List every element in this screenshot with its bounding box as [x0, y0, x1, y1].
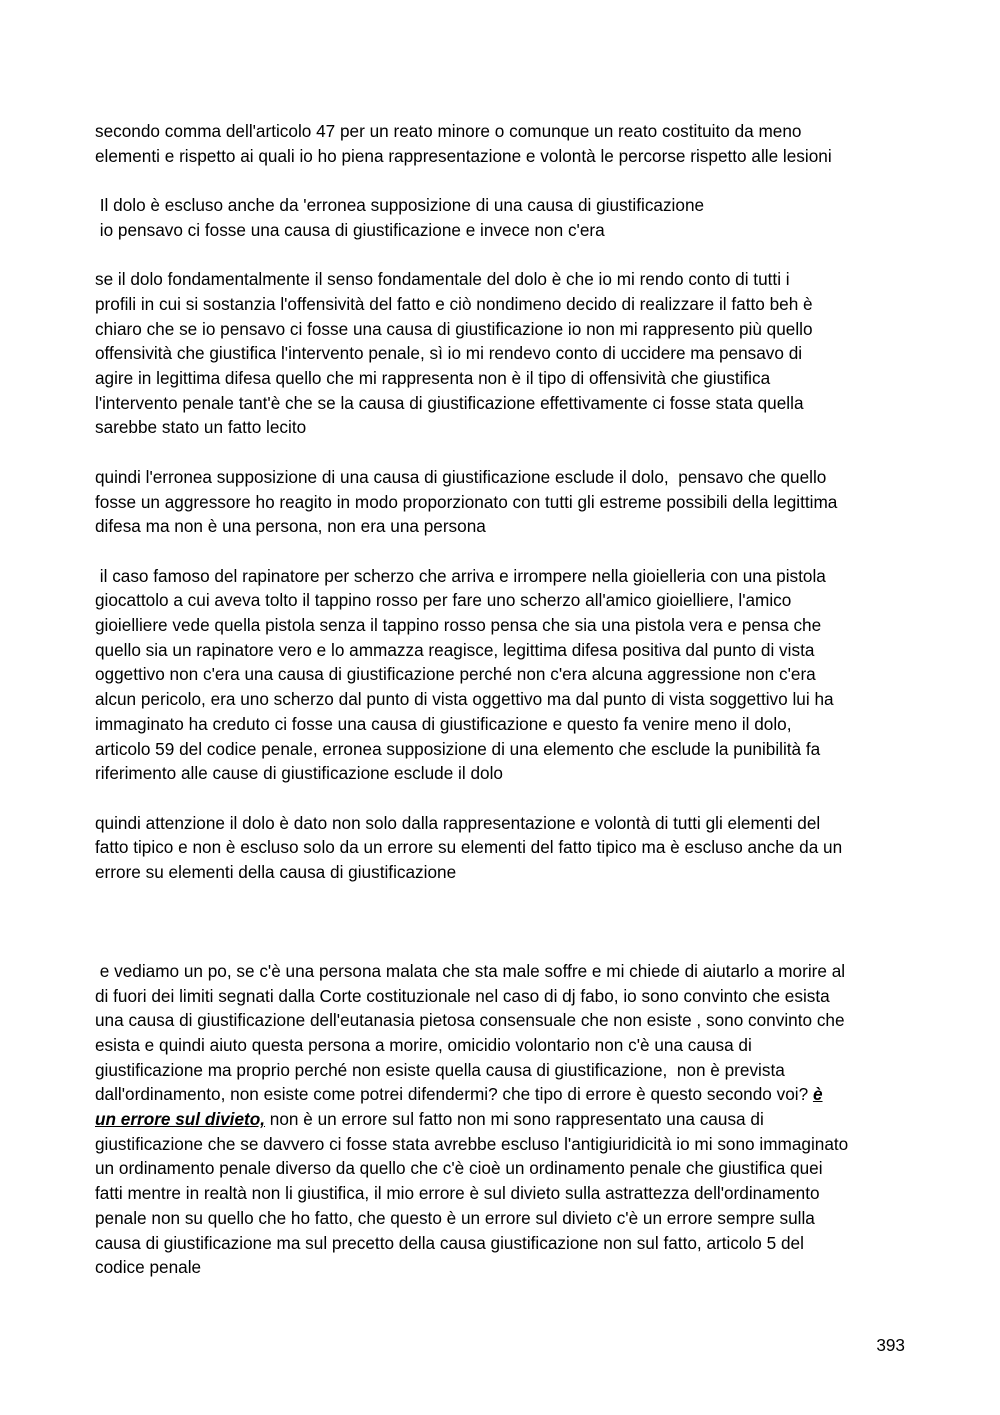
paragraph-line: penale non su quello che ho fatto, che questo è un errore sul divieto c'è un errore sempre sulla [95, 1207, 815, 1228]
paragraph [95, 119, 913, 168]
paragraph-line: agire in legittima difesa quello che mi rappresenta non è il tipo di offensività che giustifica [95, 368, 771, 388]
paragraph-lines-before [95, 959, 913, 1083]
line-text: non è un errore sul fatto non mi sono rappresentato una causa di [265, 1109, 764, 1130]
emphasized-text: un errore sul divieto, [95, 1109, 266, 1130]
paragraph-line: e vediamo un po, se c'è una persona malata che sta male soffre e mi chiede di aiutarlo a morire al [95, 960, 846, 981]
paragraph-line: io pensavo ci fosse una causa di giustificazione e invece non c'era [95, 219, 605, 240]
paragraph-line: articolo 59 del codice penale, erronea supposizione di una elemento che esclude la punibilità fa [95, 738, 821, 759]
paragraph-line: se il dolo fondamentalmente il senso fondamentale del dolo è che io mi rendo conto di tutti i [95, 269, 790, 290]
paragraph-line: Il dolo è escluso anche da 'erronea supposizione di una causa di giustificazione [95, 195, 705, 216]
paragraph-line: fatto tipico e non è escluso solo da un errore su elementi del fatto tipico ma è escluso anche da un [95, 837, 843, 858]
paragraph-line: di fuori dei limiti segnati dalla Corte costituzionale nel caso di dj fabo, io sono convinto che esista [95, 985, 830, 1006]
paragraph-line: gioielliere vede quella pistola senza il tappino rosso pensa che sia una pistola vera e pensa che [95, 615, 822, 635]
paragraph-error-on-prohibition [95, 909, 913, 1329]
paragraph-line: giustificazione ma proprio perché non esiste quella causa di giustificazione, non è prevista [95, 1059, 785, 1080]
paragraph-line [95, 1107, 913, 1132]
paragraph-line: oggettivo non c'era una causa di giustificazione perché non c'era alcuna aggressione non c'era [95, 664, 816, 685]
paragraph-line: l'intervento penale tant'è che se la causa di giustificazione effettivamente ci fosse stata quella [95, 392, 804, 413]
paragraph-line: offensività che giustifica l'intervento penale, sì io mi rendevo conto di uccidere ma pensavo di [95, 343, 803, 364]
paragraph-line: elementi e rispetto ai quali io ho piena rappresentazione e volontà le percorse rispetto alle lesioni [95, 145, 832, 166]
paragraph [95, 193, 913, 242]
paragraph-line: una causa di giustificazione dell'eutanasia pietosa consensuale che non esiste , sono convinto che [95, 1010, 845, 1031]
paragraph-line: il caso famoso del rapinatore per scherzo che arriva e irrompere nella gioielleria con una pistola [95, 565, 826, 586]
paragraph-line: sarebbe stato un fatto lecito [95, 417, 307, 438]
paragraph-line: causa di giustificazione ma sul precetto della causa giustificazione non sul fatto, articolo 5 del [95, 1232, 804, 1253]
paragraph-line: quello sia un rapinatore vero e lo ammazza reagisce, legittima difesa positiva dal punto di vista [95, 639, 815, 660]
paragraph-line: errore su elementi della causa di giustificazione [95, 862, 457, 883]
paragraph-line: codice penale [95, 1257, 202, 1278]
paragraph-line: fosse un aggressore ho reagito in modo proporzionato con tutti gli estreme possibili della legittima [95, 491, 838, 512]
paragraph-line: quindi l'erronea supposizione di una causa di giustificazione esclude il dolo, pensavo che quello [95, 466, 827, 487]
emphasized-text: è [812, 1084, 823, 1105]
paragraph-line: giustificazione che se davvero ci fosse stata avrebbe escluso l'antigiuridicità io mi sono immaginato [95, 1133, 849, 1154]
paragraph-lines-after [95, 1132, 913, 1280]
paragraph-line: chiaro che se io pensavo ci fosse una causa di giustificazione io non mi rappresento più quello [95, 318, 813, 339]
paragraph-line: immaginato ha creduto ci fosse una causa di giustificazione e questo fa venire meno il dolo, [95, 713, 792, 734]
paragraph-line [95, 1082, 913, 1107]
paragraph [95, 267, 913, 440]
paragraph-line: giocattolo a cui aveva tolto il tappino rosso per fare uno scherzo all'amico gioielliere, l'amico [95, 590, 792, 611]
paragraph-line: profili in cui si sostanzia l'offensività del fatto e ciò nondimeno decido di realizzare il fatto beh è [95, 293, 813, 314]
page-number: 393 [876, 1335, 905, 1355]
paragraph-line: esista e quindi aiuto questa persona a morire, omicidio volontario non c'è una causa di [95, 1034, 752, 1055]
paragraph-line: secondo comma dell'articolo 47 per un reato minore o comunque un reato costituito da meno [95, 121, 802, 141]
paragraph-line: riferimento alle cause di giustificazione esclude il dolo [95, 763, 503, 784]
paragraph-line: difesa ma non è una persona, non era una persona [95, 516, 486, 537]
paragraph [95, 811, 913, 885]
page-body [95, 119, 913, 1354]
paragraph [95, 564, 913, 786]
paragraph-list [95, 119, 913, 885]
paragraph [95, 465, 913, 539]
paragraph-line: quindi attenzione il dolo è dato non solo dalla rappresentazione e volontà di tutti gli elementi del [95, 812, 821, 833]
paragraph-line: un ordinamento penale diverso da quello che c'è cioè un ordinamento penale che giustifica quei [95, 1158, 823, 1179]
paragraph-line: fatti mentre in realtà non li giustifica, il mio errore è sul divieto sulla astrattezza dell'ordinamento [95, 1183, 820, 1204]
paragraph-line: alcun pericolo, era uno scherzo dal punto di vista oggettivo ma dal punto di vista soggettivo lui ha [95, 689, 834, 710]
line-text: dall'ordinamento, non esiste come potrei difendermi? che tipo di errore è questo secondo voi? [95, 1084, 813, 1105]
